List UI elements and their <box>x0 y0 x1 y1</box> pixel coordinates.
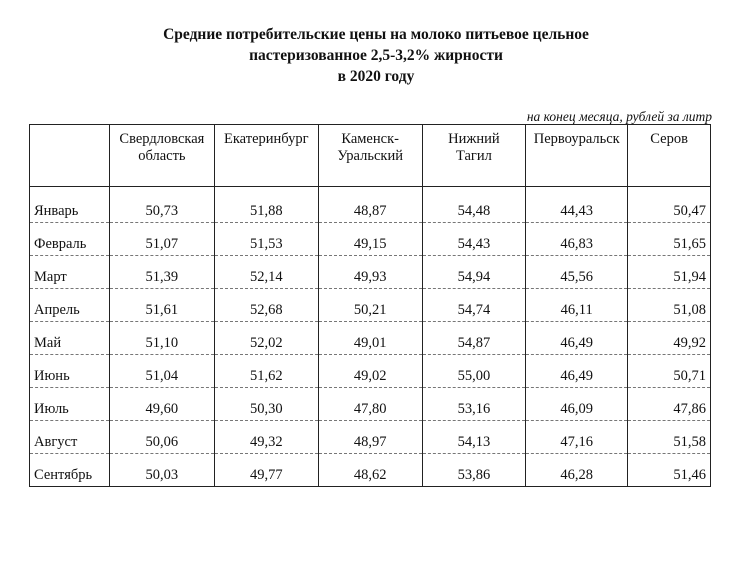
header-text: Свердловская <box>119 131 205 147</box>
value-cell: 50,21 <box>318 289 422 322</box>
header-sverdlovsk-region <box>109 125 214 187</box>
value-cell: 53,86 <box>422 454 526 487</box>
value-cell: 54,87 <box>422 322 526 355</box>
value-cell: 49,60 <box>109 388 214 421</box>
value-cell: 51,46 <box>628 454 711 487</box>
table-row <box>30 388 711 421</box>
table-header-row <box>30 125 711 187</box>
value-cell: 50,03 <box>109 454 214 487</box>
header-month <box>30 125 110 187</box>
header-text: Уральский <box>337 148 403 164</box>
month-cell: Сентябрь <box>30 454 110 487</box>
value-cell: 49,77 <box>214 454 318 487</box>
value-cell: 46,83 <box>526 223 628 256</box>
value-cell: 51,58 <box>628 421 711 454</box>
value-cell: 52,02 <box>214 322 318 355</box>
header-ekaterinburg <box>214 125 318 187</box>
value-cell: 48,97 <box>318 421 422 454</box>
table-row <box>30 454 711 487</box>
month-cell: Май <box>30 322 110 355</box>
value-cell: 47,80 <box>318 388 422 421</box>
value-cell: 50,47 <box>628 187 711 223</box>
month-cell: Апрель <box>30 289 110 322</box>
value-cell: 46,49 <box>526 322 628 355</box>
value-cell: 51,39 <box>109 256 214 289</box>
value-cell: 49,01 <box>318 322 422 355</box>
value-cell: 51,10 <box>109 322 214 355</box>
table-row <box>30 421 711 454</box>
month-cell: Январь <box>30 187 110 223</box>
header-text: Нижний <box>448 131 500 147</box>
value-cell: 52,14 <box>214 256 318 289</box>
value-cell: 51,04 <box>109 355 214 388</box>
value-cell: 50,06 <box>109 421 214 454</box>
document-title <box>0 24 752 87</box>
header-text: Первоуральск <box>533 131 620 147</box>
value-cell: 47,86 <box>628 388 711 421</box>
month-cell: Июль <box>30 388 110 421</box>
value-cell: 48,62 <box>318 454 422 487</box>
table-row <box>30 355 711 388</box>
table-row <box>30 187 711 223</box>
value-cell: 54,43 <box>422 223 526 256</box>
value-cell: 51,88 <box>214 187 318 223</box>
value-cell: 46,09 <box>526 388 628 421</box>
value-cell: 52,68 <box>214 289 318 322</box>
value-cell: 44,43 <box>526 187 628 223</box>
value-cell: 54,13 <box>422 421 526 454</box>
value-cell: 51,07 <box>109 223 214 256</box>
header-serov <box>628 125 711 187</box>
value-cell: 51,62 <box>214 355 318 388</box>
value-cell: 50,30 <box>214 388 318 421</box>
value-cell: 50,71 <box>628 355 711 388</box>
value-cell: 54,48 <box>422 187 526 223</box>
value-cell: 50,73 <box>109 187 214 223</box>
table-row <box>30 223 711 256</box>
header-text: Серов <box>650 131 688 147</box>
month-cell: Июнь <box>30 355 110 388</box>
value-cell: 54,94 <box>422 256 526 289</box>
value-cell: 45,56 <box>526 256 628 289</box>
header-text: Екатеринбург <box>224 131 309 147</box>
value-cell: 51,53 <box>214 223 318 256</box>
value-cell: 47,16 <box>526 421 628 454</box>
price-table <box>29 124 711 487</box>
value-cell: 49,93 <box>318 256 422 289</box>
value-cell: 46,11 <box>526 289 628 322</box>
header-kamensk-uralsky <box>318 125 422 187</box>
value-cell: 49,92 <box>628 322 711 355</box>
value-cell: 54,74 <box>422 289 526 322</box>
value-cell: 49,15 <box>318 223 422 256</box>
value-cell: 48,87 <box>318 187 422 223</box>
header-text: Тагил <box>455 148 492 164</box>
unit-note: на конец месяца, рублей за литр <box>526 109 712 124</box>
month-cell: Февраль <box>30 223 110 256</box>
title-line-1: Средние потребительские цены на молоко питьевое цельное <box>163 26 589 43</box>
value-cell: 51,65 <box>628 223 711 256</box>
value-cell: 51,94 <box>628 256 711 289</box>
table-row <box>30 256 711 289</box>
month-cell: Март <box>30 256 110 289</box>
header-text: Каменск- <box>341 131 399 147</box>
month-cell: Август <box>30 421 110 454</box>
value-cell: 49,32 <box>214 421 318 454</box>
value-cell: 49,02 <box>318 355 422 388</box>
table-row <box>30 289 711 322</box>
value-cell: 46,49 <box>526 355 628 388</box>
table-row <box>30 322 711 355</box>
value-cell: 53,16 <box>422 388 526 421</box>
title-line-2: пастеризованное 2,5-3,2% жирности <box>249 47 503 64</box>
title-line-3: в 2020 году <box>337 68 415 85</box>
value-cell: 51,08 <box>628 289 711 322</box>
value-cell: 51,61 <box>109 289 214 322</box>
header-text: область <box>138 148 186 164</box>
header-nizhny-tagil <box>422 125 526 187</box>
value-cell: 55,00 <box>422 355 526 388</box>
header-pervouralsk <box>526 125 628 187</box>
value-cell: 46,28 <box>526 454 628 487</box>
